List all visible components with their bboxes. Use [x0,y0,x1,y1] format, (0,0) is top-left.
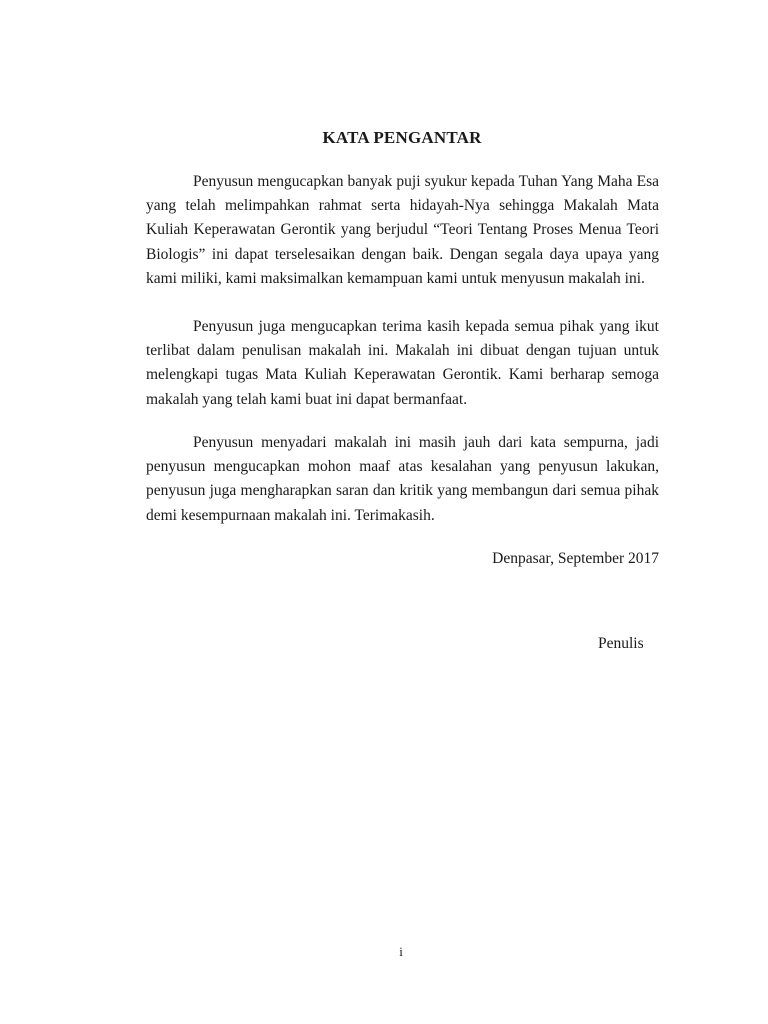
author-signature: Penulis [598,635,644,652]
place-date: Denpasar, September 2017 [492,550,659,567]
paragraph-1: Penyusun mengucapkan banyak puji syukur kepada Tuhan Yang Maha Esa yang telah melimpahkan rahmat serta hidayah-Nya sehingga Makalah Mata Kuliah Keperawatan Gerontik yang berjudul “Teori Tentang Proses Menua Teori Biologis” ini dapat terselesaikan dengan baik. Dengan segala daya upaya yang kami miliki, kami maksimalkan kemampuan kami untuk menyusun makalah ini. [146,173,659,287]
page-number: i [399,944,403,959]
paragraph-3: Penyusun menyadari makalah ini masih jauh dari kata sempurna, jadi penyusun mengucapkan mohon maaf atas kesalahan yang penyusun lakukan, penyusun juga mengharapkan saran dan kritik yang membangun dari semua pihak demi kesempurnaan makalah ini. Terimakasih. [146,434,659,524]
paragraph-2: Penyusun juga mengucapkan terima kasih kepada semua pihak yang ikut terlibat dalam penulisan makalah ini. Makalah ini dibuat dengan tujuan untuk melengkapi tugas Mata Kuliah Keperawatan Gerontik. Kami berharap semoga makalah yang telah kami buat ini dapat bermanfaat. [146,318,659,408]
page-title: KATA PENGANTAR [322,128,482,147]
